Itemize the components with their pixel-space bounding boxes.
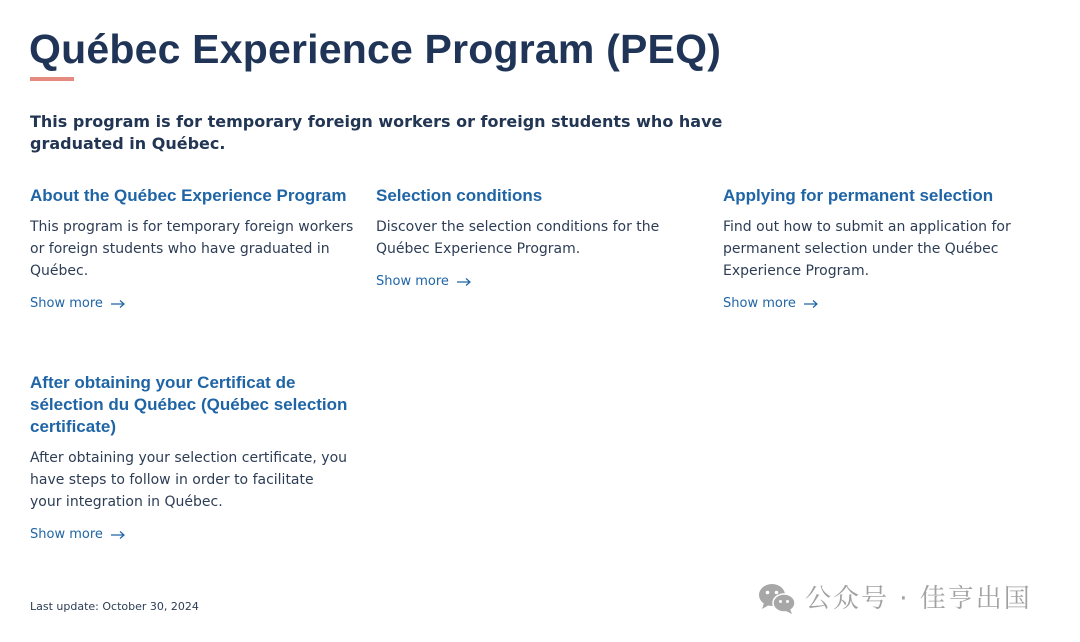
show-more-label: Show more <box>30 527 103 542</box>
card-permanent-selection <box>723 185 1023 312</box>
wechat-icon <box>757 582 797 616</box>
wechat-watermark <box>757 582 1032 616</box>
card-after-certificate <box>30 372 348 543</box>
show-more-label: Show more <box>30 296 103 311</box>
show-more-link[interactable] <box>30 296 126 312</box>
show-more-link[interactable] <box>723 296 819 312</box>
card-title[interactable]: Applying for permanent selection <box>723 186 994 205</box>
watermark-text: 公众号 · 佳亨出国 <box>805 584 1032 614</box>
card-description: After obtaining your selection certificate, you have steps to follow in order to facilitate your integration in Québec. <box>30 450 348 510</box>
card-about-program <box>30 185 355 312</box>
last-update-text: Last update: October 30, 2024 <box>30 600 199 613</box>
card-title[interactable]: After obtaining your Certificat de sélection du Québec (Québec selection certificate) <box>30 373 348 436</box>
card-title[interactable]: Selection conditions <box>376 186 543 205</box>
arrow-right-icon <box>456 277 472 287</box>
page-intro: This program is for temporary foreign workers or foreign students who have graduated in Québec. <box>30 112 723 153</box>
card-description: Find out how to submit an application for permanent selection under the Québec Experience Program. <box>723 219 1011 279</box>
arrow-right-icon <box>110 299 126 309</box>
show-more-link[interactable] <box>30 527 126 543</box>
show-more-link[interactable] <box>376 274 472 290</box>
arrow-right-icon <box>110 530 126 540</box>
show-more-label: Show more <box>376 274 449 289</box>
card-description: This program is for temporary foreign workers or foreign students who have graduated in Québec. <box>30 219 354 279</box>
title-accent-underline <box>30 77 74 81</box>
card-description: Discover the selection conditions for the Québec Experience Program. <box>376 219 660 257</box>
show-more-label: Show more <box>723 296 796 311</box>
card-selection-conditions <box>376 185 701 290</box>
card-title[interactable]: About the Québec Experience Program <box>30 186 347 205</box>
arrow-right-icon <box>803 299 819 309</box>
page-title: Québec Experience Program (PEQ) <box>29 26 722 72</box>
